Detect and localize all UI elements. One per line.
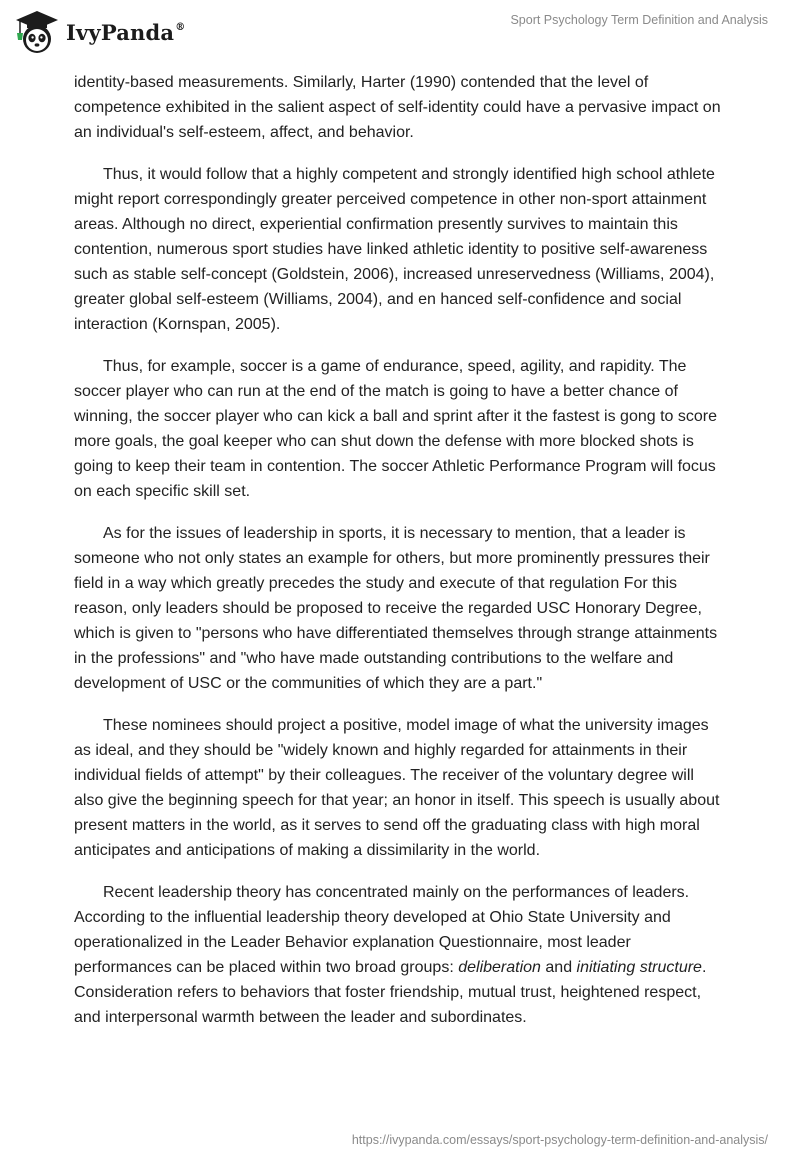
ivypanda-logo[interactable] bbox=[14, 9, 185, 55]
emphasized-term: deliberation bbox=[458, 959, 541, 976]
paragraph: identity-based measurements. Similarly, Harter (1990) contended that the level of competence exhibited in the salient aspect of self-identity could have a pervasive impact on an individual's self-esteem, affect, and behavior. bbox=[74, 74, 721, 141]
paragraph-text: . Consideration refers to behaviors that foster friendship, mutual trust, heightened respect, and interpersonal warmth between the leader and subordinates. bbox=[74, 959, 707, 1026]
paragraph bbox=[74, 880, 726, 1030]
document-title: Sport Psychology Term Definition and Analysis bbox=[510, 13, 768, 27]
page-header bbox=[0, 0, 800, 64]
paragraph: These nominees should project a positive, model image of what the university images as ideal, and they should be "widely known and highly regarded for attainments in their individual fields of attempt" by their colleagues. The receiver of the voluntary degree will also give the beginning speech for that year; an honor in itself. This speech is usually about present matters in the world, as it serves to send off the graduating class with high moral anticipates and anticipations of making a dissimilarity in the world. bbox=[74, 717, 720, 859]
registered-mark: ® bbox=[175, 21, 186, 33]
paragraph: Thus, it would follow that a highly competent and strongly identified high school athlete might report correspondingly greater perceived competence in other non-sport attainment areas. Although no direct, experiential confirmation presently survives to maintain this contention, numerous sport studies have linked athletic identity to positive self-awareness such as stable self-concept (Goldstein, 2006), increased unreservedness (Williams, 2004), greater global self-esteem (Williams, 2004), and en hanced self-confidence and social interaction (Kornspan, 2005). bbox=[74, 166, 715, 333]
essay-body bbox=[74, 70, 726, 1047]
paragraph-text: Recent leadership theory has concentrated mainly on the performances of leaders. According to the influential leadership theory developed at Ohio State University and operationalized in the Leader Behavior explanation Questionnaire, most leader performances can be placed within two broad groups: bbox=[74, 884, 690, 976]
paragraph-text: and bbox=[540, 959, 577, 976]
source-url[interactable]: https://ivypanda.com/essays/sport-psychology-term-definition-and-analysis/ bbox=[351, 1133, 768, 1147]
brand-name: IvyPanda® bbox=[66, 19, 186, 45]
paragraph: As for the issues of leadership in sports, it is necessary to mention, that a leader is someone who not only states an example for others, but more prominently pressures their field in a way which greatly precedes the study and execute of that regulation For this reason, only leaders should be proposed to receive the regarded USC Honorary Degree, which is given to "persons who have differentiated themselves through strange attainments in the professions" and "who have made outstanding contributions to the welfare and development of USC or the communities of which they are a part." bbox=[74, 525, 718, 692]
emphasized-term: initiating structure bbox=[576, 959, 702, 976]
graduation-panda-icon bbox=[14, 9, 60, 55]
paragraph: Thus, for example, soccer is a game of endurance, speed, agility, and rapidity. The soccer player who can run at the end of the match is going to have a better chance of winning, the soccer player who can kick a ball and sprint after it the fastest is gong to score more goals, the goal keeper who can shut down the defense with more blocked shots is going to keep their team in contention. The soccer Athletic Performance Program will focus on each specific skill set. bbox=[74, 358, 717, 500]
